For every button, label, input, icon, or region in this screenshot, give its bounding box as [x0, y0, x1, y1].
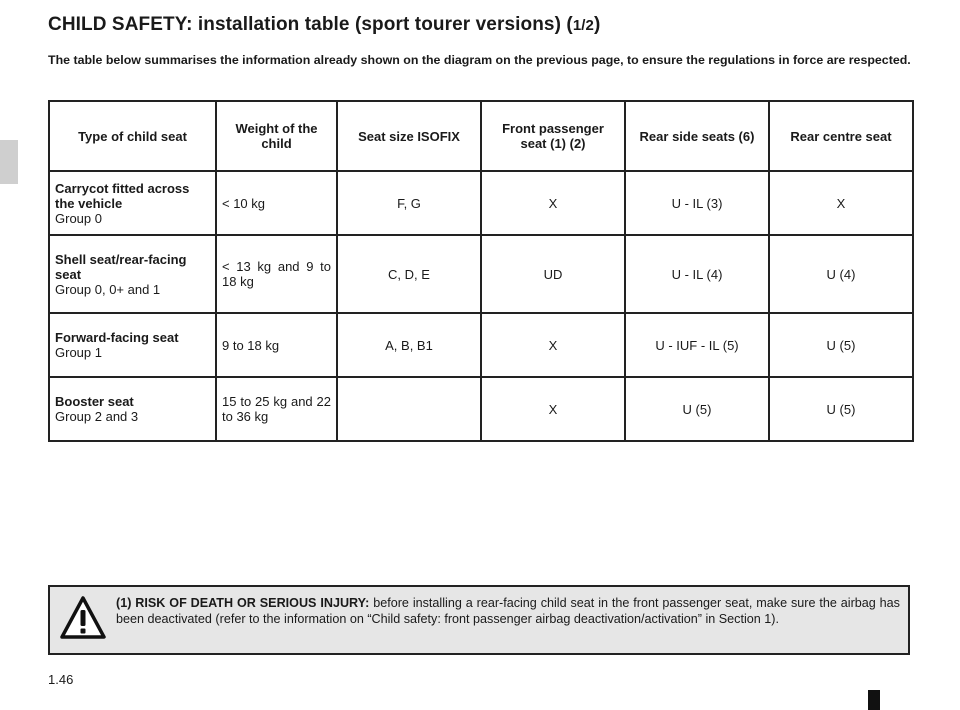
- header-weight: Weight of the child: [216, 101, 337, 171]
- rear-side-cell: U (5): [625, 377, 769, 441]
- isofix-cell: F, G: [337, 171, 481, 235]
- table-row: [49, 377, 913, 441]
- page-number: 1.46: [48, 672, 74, 687]
- table-header-row: [49, 101, 913, 171]
- table-row: [49, 235, 913, 313]
- seat-group: Group 1: [55, 345, 102, 360]
- rear-centre-cell: X: [769, 171, 913, 235]
- corner-mark: [868, 690, 880, 710]
- isofix-cell: [337, 377, 481, 441]
- rear-side-cell: U - IL (3): [625, 171, 769, 235]
- isofix-cell: C, D, E: [337, 235, 481, 313]
- seat-name: Forward-facing seat: [55, 330, 179, 345]
- rear-centre-cell: U (5): [769, 313, 913, 377]
- rear-side-cell: U - IL (4): [625, 235, 769, 313]
- front-passenger-cell: X: [481, 377, 625, 441]
- weight-cell: < 13 kg and 9 to 18 kg: [216, 235, 337, 313]
- seat-group: Group 2 and 3: [55, 409, 139, 424]
- weight-cell: 9 to 18 kg: [216, 313, 337, 377]
- header-front-passenger: Front passenger seat (1) (2): [481, 101, 625, 171]
- header-isofix-size: Seat size ISOFIX: [337, 101, 481, 171]
- rear-centre-cell: U (5): [769, 377, 913, 441]
- warning-lead: (1) RISK OF DEATH OR SERIOUS INJURY:: [116, 596, 370, 610]
- header-rear-side: Rear side seats (6): [625, 101, 769, 171]
- page-title-text: CHILD SAFETY: installation table (sport tourer versions) (: [48, 14, 573, 35]
- page-title-close: ): [594, 14, 601, 35]
- seat-type-cell: [49, 377, 216, 441]
- warning-body: before installing a rear-facing child seat in the front passenger seat, make sure the airbag has been deactivated (refer to the information on “Child safety: front passenger airbag deactivation/activation” in Section 1).: [116, 596, 900, 626]
- seat-type-cell: [49, 313, 216, 377]
- header-rear-centre: Rear centre seat: [769, 101, 913, 171]
- table-row: [49, 171, 913, 235]
- warning-triangle-icon: [60, 595, 106, 641]
- seat-name: Shell seat/rear-facing seat: [55, 251, 187, 282]
- weight-cell: < 10 kg: [216, 171, 337, 235]
- installation-table: [48, 100, 914, 442]
- section-tab: [0, 140, 18, 184]
- page-title: [48, 14, 600, 36]
- seat-name: Booster seat: [55, 394, 134, 409]
- header-seat-type: Type of child seat: [49, 101, 216, 171]
- warning-box: [48, 585, 910, 655]
- seat-group: Group 0, 0+ and 1: [55, 281, 161, 297]
- seat-group: Group 0: [55, 210, 102, 226]
- weight-cell: 15 to 25 kg and 22 to 36 kg: [216, 377, 337, 441]
- warning-text: [116, 595, 900, 627]
- front-passenger-cell: X: [481, 313, 625, 377]
- front-passenger-cell: UD: [481, 235, 625, 313]
- intro-paragraph: The table below summarises the information already shown on the diagram on the previous page, to ensure the regulations in force are respected.: [48, 53, 911, 67]
- seat-type-cell: [49, 235, 216, 313]
- front-passenger-cell: X: [481, 171, 625, 235]
- page-indicator: 1/2: [572, 17, 594, 34]
- rear-side-cell: U - IUF - IL (5): [625, 313, 769, 377]
- seat-type-cell: [49, 171, 216, 235]
- seat-name: Carrycot fitted across the vehicle: [55, 180, 190, 211]
- isofix-cell: A, B, B1: [337, 313, 481, 377]
- table-row: [49, 313, 913, 377]
- rear-centre-cell: U (4): [769, 235, 913, 313]
